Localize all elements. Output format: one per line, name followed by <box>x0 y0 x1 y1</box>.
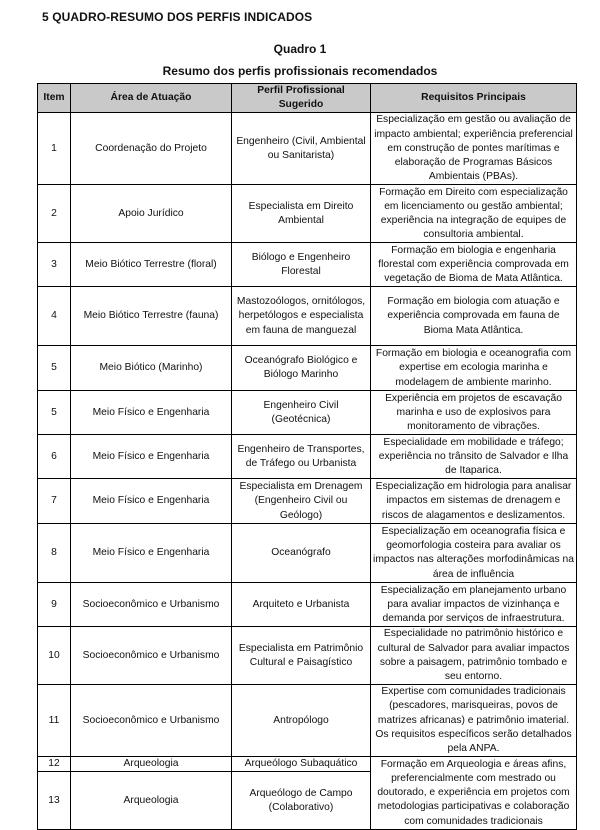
cell-item: 5 <box>38 346 71 391</box>
cell-perfil: Especialista em Patrimônio Cultural e Paisagístico <box>232 627 371 685</box>
cell-item: 1 <box>38 113 71 185</box>
table-row <box>38 287 577 346</box>
cell-item: 8 <box>38 524 71 583</box>
cell-item: 4 <box>38 287 71 346</box>
cell-perfil: Especialista em Drenagem (Engenheiro Civil ou Geólogo) <box>232 479 371 524</box>
cell-perfil: Antropólogo <box>232 685 371 757</box>
table-row <box>38 583 577 627</box>
cell-perfil: Engenheiro Civil (Geotécnica) <box>232 391 371 435</box>
cell-area: Arqueologia <box>71 772 232 830</box>
cell-item: 3 <box>38 243 71 287</box>
cell-requisitos: Formação em biologia com atuação e experiência comprovada em fauna de Bioma Mata Atlântica. <box>371 287 577 346</box>
cell-requisitos: Experiência em projetos de escavação marinha e uso de explosivos para monitoramento de vibrações. <box>371 391 577 435</box>
cell-requisitos: Especialização em hidrologia para analisar impactos em sistemas de drenagem e riscos de alagamentos e deslizamentos. <box>371 479 577 524</box>
cell-area: Meio Físico e Engenharia <box>71 435 232 479</box>
cell-area: Meio Físico e Engenharia <box>71 479 232 524</box>
cell-requisitos: Especialização em oceanografia física e geomorfologia costeira para avaliar os impactos nas alterações morfodinâmicas na área de influência <box>371 524 577 583</box>
cell-requisitos: Formação em biologia e engenharia florestal com experiência comprovada em vegetação de Bioma de Mata Atlântica. <box>371 243 577 287</box>
cell-requisitos: Formação em Arqueologia e áreas afins, preferencialmente com mestrado ou doutorado, e experiência em projetos com metodologias participativas e colaboração com comunidades tradicionais <box>371 757 577 830</box>
cell-perfil: Oceanógrafo Biológico e Biólogo Marinho <box>232 346 371 391</box>
table-row <box>38 435 577 479</box>
cell-requisitos: Especialidade no patrimônio histórico e cultural de Salvador para avaliar impactos sobre a paisagem, patrimônio tombado e seu entorno. <box>371 627 577 685</box>
cell-area: Socioeconômico e Urbanismo <box>71 627 232 685</box>
cell-requisitos: Expertise com comunidades tradicionais (pescadores, marisqueiras, povos de matrizes africanas) e patrimônio imaterial. Os requisitos específicos serão detalhados pela ANPA. <box>371 685 577 757</box>
table-row <box>38 757 577 772</box>
cell-perfil: Arqueólogo Subaquático <box>232 757 371 772</box>
header-item: Item <box>38 84 71 113</box>
cell-item: 12 <box>38 757 71 772</box>
table-row <box>38 346 577 391</box>
cell-area: Apoio Jurídico <box>71 185 232 243</box>
cell-perfil: Mastozoólogos, ornitólogos, herpetólogos e especialista em fauna de manguezal <box>232 287 371 346</box>
header-perfil: Perfil Profissional Sugerido <box>232 84 371 113</box>
cell-requisitos: Especialidade em mobilidade e tráfego; experiência no trânsito de Salvador e Ilha de Itaparica. <box>371 435 577 479</box>
profiles-summary-table <box>37 83 577 830</box>
cell-perfil: Arqueólogo de Campo (Colaborativo) <box>232 772 371 830</box>
cell-item: 10 <box>38 627 71 685</box>
cell-area: Meio Biótico Terrestre (floral) <box>71 243 232 287</box>
cell-requisitos: Especialização em gestão ou avaliação de impacto ambiental; experiência preferencial em construção de pontes marítimas e elaboração de Programas Básicos Ambientais (PBAs). <box>371 113 577 185</box>
cell-item: 2 <box>38 185 71 243</box>
table-row <box>38 185 577 243</box>
cell-area: Arqueologia <box>71 757 232 772</box>
cell-area: Meio Físico e Engenharia <box>71 391 232 435</box>
section-title: 5 QUADRO-RESUMO DOS PERFIS INDICADOS <box>42 10 313 24</box>
table-row <box>38 391 577 435</box>
cell-requisitos: Formação em biologia e oceanografia com expertise em ecologia marinha e modelagem de ambiente marinho. <box>371 346 577 391</box>
table-row <box>38 524 577 583</box>
header-area: Área de Atuação <box>71 84 232 113</box>
cell-item: 5 <box>38 391 71 435</box>
cell-area: Meio Biótico Terrestre (fauna) <box>71 287 232 346</box>
cell-area: Meio Físico e Engenharia <box>71 524 232 583</box>
cell-item: 13 <box>38 772 71 830</box>
cell-item: 7 <box>38 479 71 524</box>
cell-item: 9 <box>38 583 71 627</box>
cell-area: Meio Biótico (Marinho) <box>71 346 232 391</box>
table-caption-number: Quadro 1 <box>273 42 327 56</box>
cell-perfil: Oceanógrafo <box>232 524 371 583</box>
cell-area: Socioeconômico e Urbanismo <box>71 583 232 627</box>
cell-perfil: Especialista em Direito Ambiental <box>232 185 371 243</box>
table-caption-title: Resumo dos perfis profissionais recomendados <box>162 64 438 78</box>
table-row <box>38 479 577 524</box>
cell-perfil: Biólogo e Engenheiro Florestal <box>232 243 371 287</box>
cell-perfil: Engenheiro de Transportes, de Tráfego ou Urbanista <box>232 435 371 479</box>
cell-requisitos: Especialização em planejamento urbano para avaliar impactos de vizinhança e demanda por serviços de infraestrutura. <box>371 583 577 627</box>
cell-requisitos: Formação em Direito com especialização em licenciamento ou gestão ambiental; experiência na integração de equipes de consultoria ambiental. <box>371 185 577 243</box>
table-row <box>38 685 577 757</box>
cell-item: 11 <box>38 685 71 757</box>
table-row <box>38 627 577 685</box>
header-requisitos: Requisitos Principais <box>371 84 577 113</box>
table-row <box>38 113 577 185</box>
cell-area: Coordenação do Projeto <box>71 113 232 185</box>
table-row <box>38 243 577 287</box>
cell-item: 6 <box>38 435 71 479</box>
cell-perfil: Engenheiro (Civil, Ambiental ou Sanitarista) <box>232 113 371 185</box>
table-header-row <box>38 84 577 113</box>
cell-perfil: Arquiteto e Urbanista <box>232 583 371 627</box>
cell-area: Socioeconômico e Urbanismo <box>71 685 232 757</box>
